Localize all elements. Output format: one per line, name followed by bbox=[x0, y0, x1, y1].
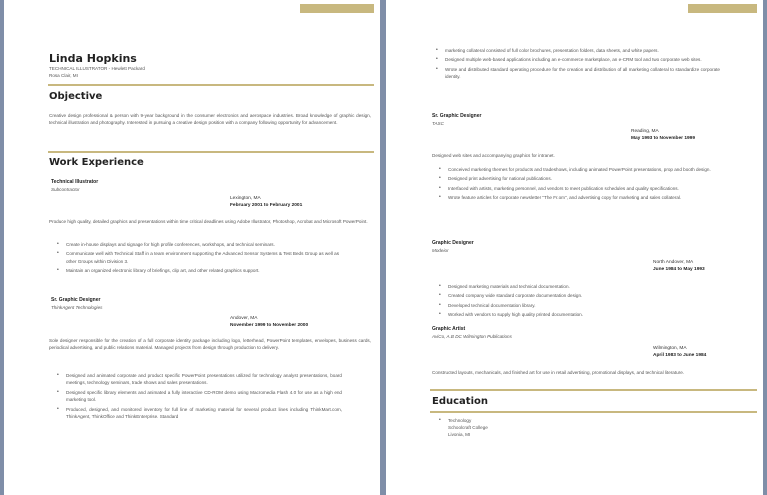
continued-bullets bbox=[433, 47, 720, 83]
job-bullets bbox=[54, 372, 342, 422]
resume-page-1 bbox=[4, 0, 380, 495]
list-item: • Wrote feature articles for corporate newsletter "The Fr.om", and advertising copy for marketing and sales collateral. bbox=[436, 194, 724, 201]
education-location: Livonia, MI bbox=[448, 432, 471, 438]
list-item: • Designed specific library elements and animated a fully interactive CD-ROM demo using Macromedia Flash 4.0 for use as a high end marketing tool. bbox=[54, 389, 342, 404]
job-summary: Designed web sites and accompanying graphics for intranet. bbox=[432, 153, 555, 158]
education-degree: • Technology bbox=[448, 418, 472, 423]
list-item: • Maintain an organized electronic library of briefings, clip art, and other related graphics support. bbox=[54, 267, 339, 274]
job-employer: Modeior bbox=[432, 248, 449, 253]
list-item: • Communicate well with Technical Staff in a team environment supporting the Advanced Sensor Systems & Test Beds Group as well as other Groups within Division 3. bbox=[54, 250, 339, 265]
resume-page-2 bbox=[386, 0, 763, 495]
job-summary: Sole designer responsible for the creation of a full corporate identity package including logo, letterhead, PowerPoint templates, envelopes, business cards, periodical advertising, and public relations material. Managed projects from design through production to delivery. bbox=[49, 338, 371, 351]
list-item: • Designed print advertising for national publications. bbox=[436, 175, 724, 182]
list-item: • Designed multiple web-based applications including an e-commerce marketplace, an e-CRM tool and two corporate web sites. bbox=[433, 56, 720, 63]
list-item: • Developed technical documentation library. bbox=[436, 302, 724, 309]
job-employer: AviCo, A.B DC Wilmington Publications bbox=[432, 334, 512, 339]
job-employer: ThinkAgent Technologies bbox=[51, 305, 103, 310]
accent-bar bbox=[688, 4, 757, 13]
objective-heading: Objective bbox=[49, 91, 103, 102]
list-item: • Wrote and distributed standard operating procedure for the creation and distribution of all marketing collateral to standardize corporate identity. bbox=[433, 66, 720, 81]
job-bullets bbox=[54, 241, 339, 277]
education-school: Schoolcraft College bbox=[448, 425, 488, 431]
job-summary: Constructed layouts, mechanicals, and finished art for use in retail advertising, promotional displays, and technical literature. bbox=[432, 370, 685, 375]
list-item: • Designed marketing materials and technical documentation. bbox=[436, 283, 724, 290]
list-item: • Worked with vendors to supply high quality printed documentation. bbox=[436, 311, 724, 318]
section-divider bbox=[48, 151, 374, 153]
objective-text: Creative design professional & person with 9-year background in the consumer electronics and aerospace industries. Broad knowledge of graphic design, technical illustration and photography. Interested in pursuing a creative design position with a company following opportunity for advancement. bbox=[49, 113, 371, 126]
job-employer: Subcontractor bbox=[51, 187, 80, 192]
candidate-location: Rosa Clair, MI bbox=[49, 73, 78, 78]
job-location: Reading, MA bbox=[631, 129, 659, 134]
job-dates: May 1993 to November 1999 bbox=[631, 136, 695, 141]
section-divider bbox=[430, 411, 757, 413]
job-bullets bbox=[436, 283, 724, 321]
job-dates: November 1999 to November 2000 bbox=[230, 323, 309, 328]
candidate-name: Linda Hopkins bbox=[49, 52, 137, 65]
job-dates: June 1984 to May 1993 bbox=[653, 267, 705, 272]
list-item: • Designed and animated corporate and product specific PowerPoint presentations utilized for technology analyst presentations, board meetings, technology seminars, trade shows and sales presentations. bbox=[54, 372, 342, 387]
job-bullets bbox=[436, 166, 724, 204]
candidate-title-line: TECHNICAL ILLUSTRATOR - Hewlett Packard bbox=[49, 66, 145, 71]
section-divider bbox=[48, 84, 374, 86]
job-dates: February 2001 to February 2001 bbox=[230, 203, 303, 208]
list-item: • Interfaced with artists, marketing personnel, and vendors to meet publication schedules and quality specifications. bbox=[436, 185, 724, 192]
list-item bbox=[436, 417, 636, 438]
job-summary: Produce high quality, detailed graphics and presentations within time critical deadlines using Adobe Illustrator, Photoshop, Acrobat and Microsoft PowerPoint. bbox=[49, 219, 368, 224]
job-location: Wilmington, MA bbox=[653, 346, 687, 351]
job-title: Graphic Designer bbox=[432, 240, 474, 246]
section-divider bbox=[430, 389, 757, 391]
work-experience-heading: Work Experience bbox=[49, 157, 144, 168]
list-item: • Produced, designed, and monitored inventory for full line of marketing material for several product lines including ThinkMart.com, ThinkAgent, ThinkOffice and ThinkEnterprise. Standard bbox=[54, 406, 342, 421]
accent-bar bbox=[300, 4, 374, 13]
job-title: Graphic Artist bbox=[432, 326, 466, 332]
list-item: • Create in-house displays and signage for high profile conferences, workshops, and technical seminars. bbox=[54, 241, 339, 248]
job-location: Andover, MA bbox=[230, 316, 258, 321]
list-item: • Conceived marketing themes for products and tradeshows, including animated PowerPoint presentations, prop and booth design. bbox=[436, 166, 724, 173]
job-title: Technical Illustrator bbox=[51, 179, 99, 185]
list-item: • marketing collateral consisted of full color brochures, presentation folders, data sheets, and white papers. bbox=[433, 47, 720, 54]
job-dates: April 1983 to June 1984 bbox=[653, 353, 707, 358]
job-location: Lexington, MA bbox=[230, 196, 261, 201]
job-location: North Andover, MA bbox=[653, 260, 694, 265]
job-title: Sr. Graphic Designer bbox=[51, 297, 101, 303]
education-heading: Education bbox=[432, 396, 488, 407]
education-list bbox=[436, 417, 636, 440]
list-item: • Created company wide standard corporate documentation design. bbox=[436, 292, 724, 299]
job-title: Sr. Graphic Designer bbox=[432, 113, 482, 119]
job-employer: TASC bbox=[432, 121, 444, 126]
